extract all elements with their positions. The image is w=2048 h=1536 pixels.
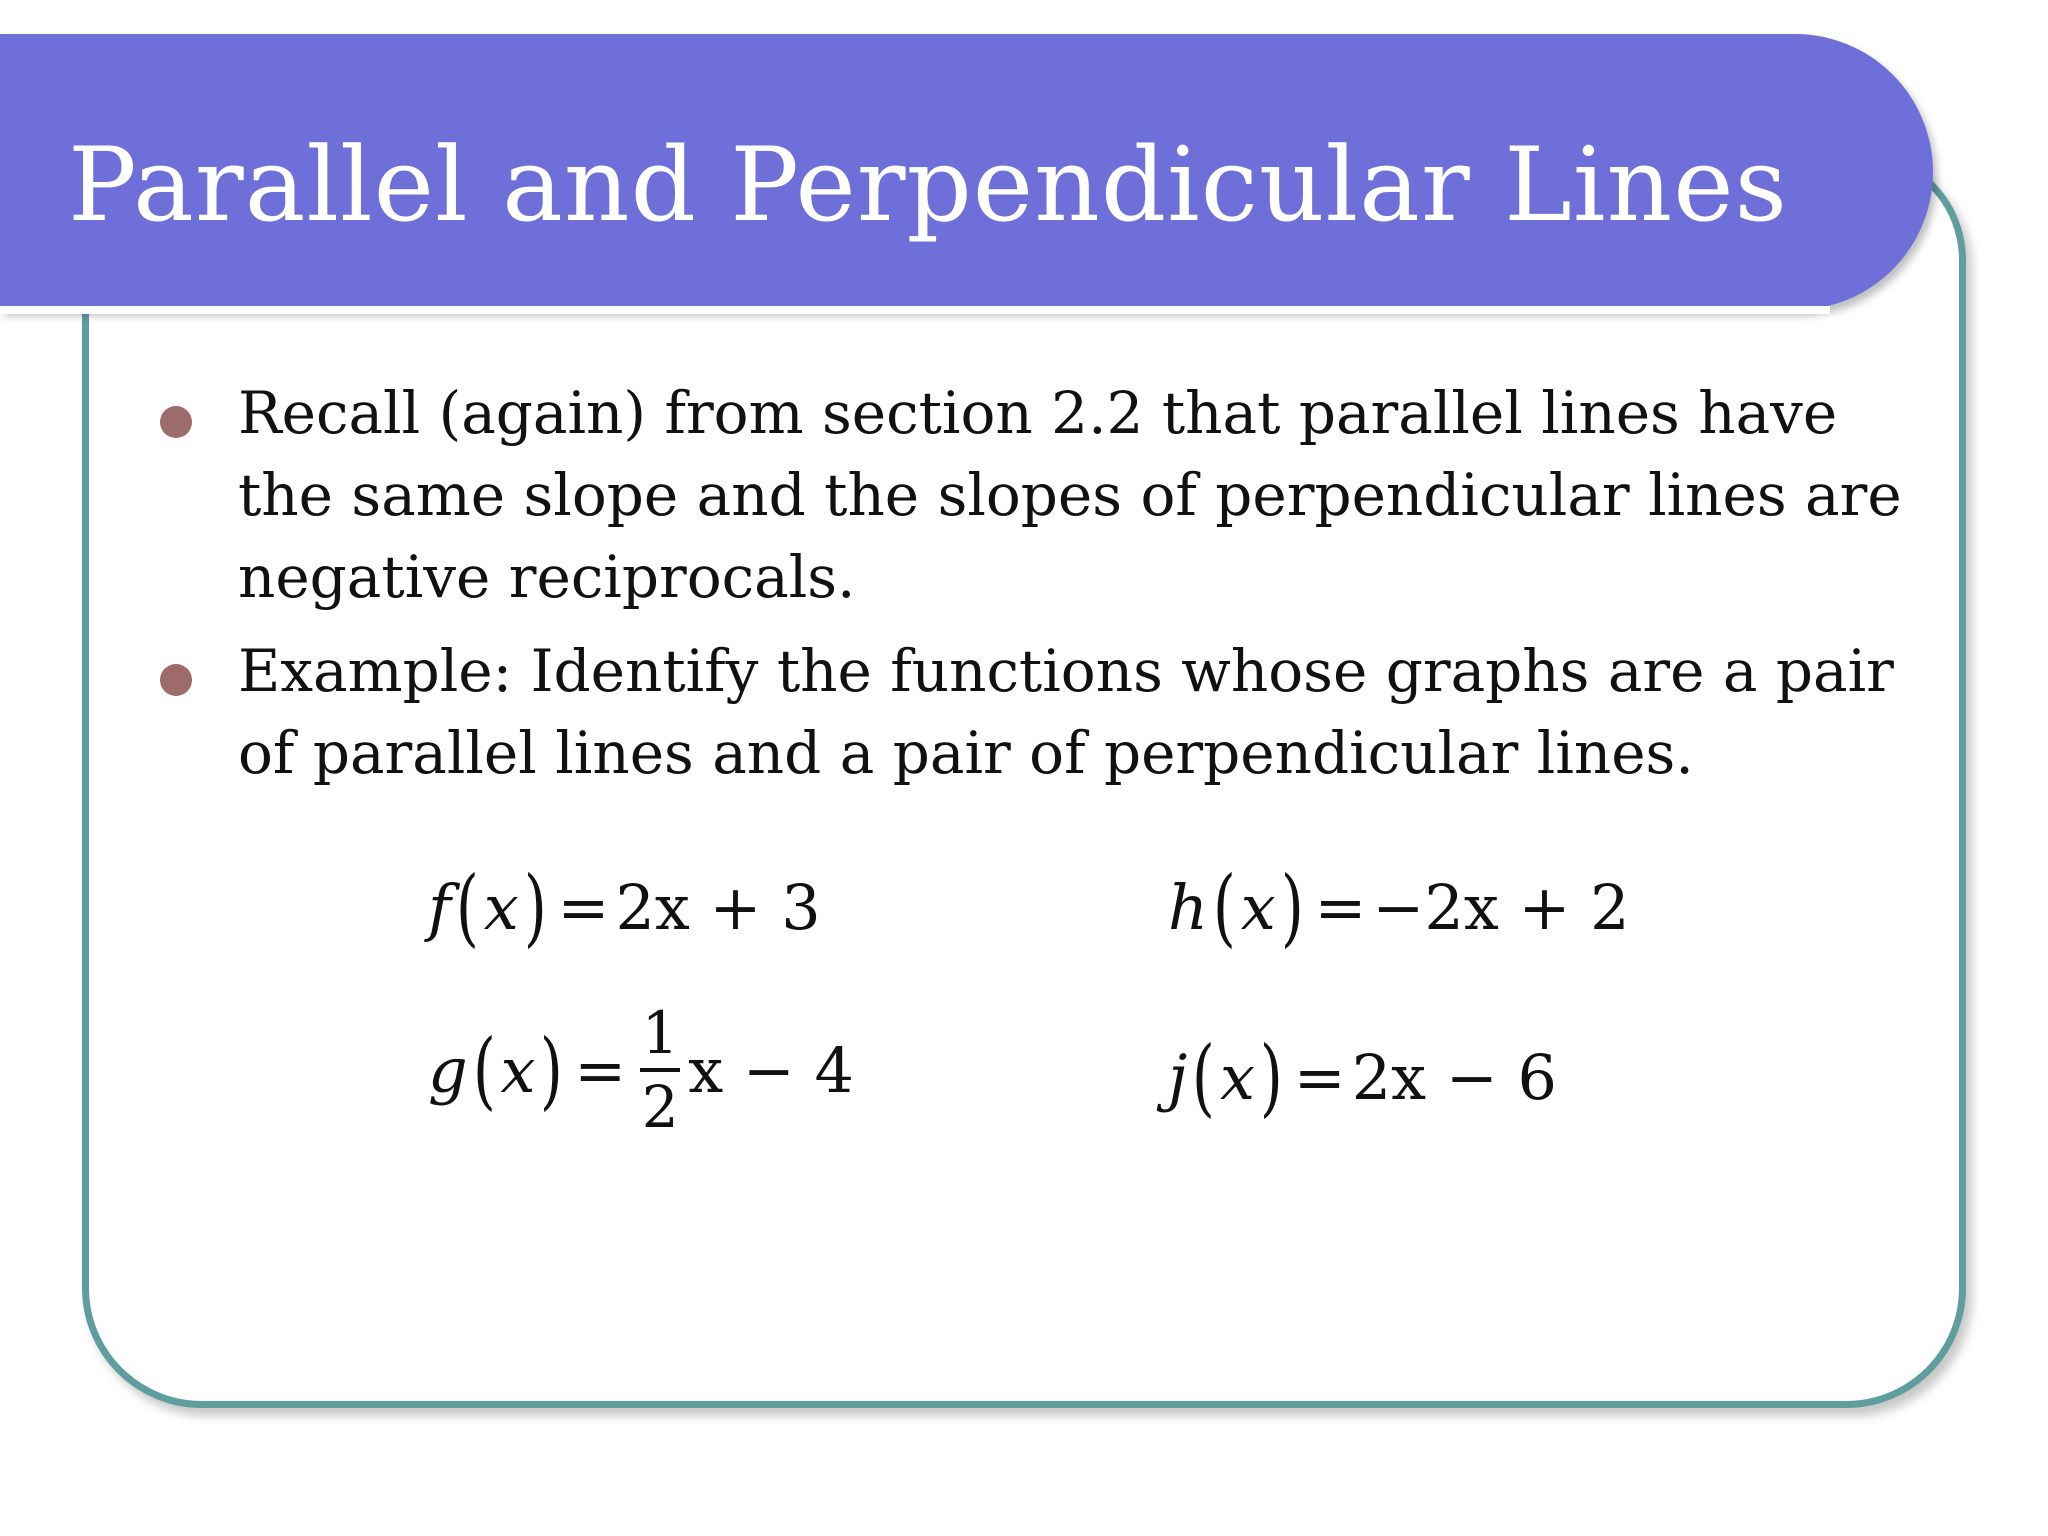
- bullet-text: Example: Identify the functions whose graphs are a pair of parallel lines and a pair of perpendicular lines.: [238, 637, 1894, 787]
- equation-g: g ( x ) = $\frac{1}{2}$ x − 4: [428, 999, 854, 1141]
- function-arg: x: [1240, 870, 1276, 944]
- equation-rhs: 2x + 3: [615, 870, 821, 944]
- slide-title: Parallel and Perpendicular Lines: [68, 126, 1788, 245]
- fraction-numerator: 1: [641, 999, 679, 1067]
- equation-rest: x − 4: [688, 1033, 854, 1107]
- fraction: [640, 1000, 680, 1140]
- bullet-item: [160, 630, 1920, 794]
- bullet-item: [160, 372, 1920, 618]
- equation-f: f ( x ) = 2x + 3: [428, 858, 821, 956]
- function-arg: x: [1220, 1040, 1255, 1114]
- bullet-list: [160, 372, 1920, 806]
- equation-rhs: −2x + 2: [1372, 870, 1630, 944]
- function-name: j: [1168, 1040, 1188, 1114]
- title-underline: [0, 306, 1830, 314]
- equals-sign: =: [1314, 870, 1367, 944]
- title-banner: [0, 34, 1933, 310]
- fraction-bar: [640, 1068, 680, 1072]
- function-arg: x: [500, 1033, 536, 1107]
- equals-sign: =: [574, 1033, 627, 1107]
- equals-sign: =: [557, 870, 610, 944]
- fraction-denominator: 2: [641, 1073, 679, 1141]
- bullet-dot-icon: [160, 406, 192, 438]
- equation-rhs: 2x − 6: [1351, 1040, 1557, 1114]
- function-name: g: [428, 1033, 468, 1107]
- function-name: f: [428, 870, 451, 944]
- equation-j: j ( x ) = 2x − 6: [1168, 1028, 1557, 1126]
- equals-sign: =: [1293, 1040, 1346, 1114]
- bullet-text: Recall (again) from section 2.2 that parallel lines have the same slope and the slopes of perpendicular lines are negative reciprocals.: [238, 379, 1902, 611]
- equation-h: h ( x ) = −2x + 2: [1168, 858, 1630, 956]
- function-name: h: [1168, 870, 1208, 944]
- function-arg: x: [483, 870, 519, 944]
- bullet-dot-icon: [160, 664, 192, 696]
